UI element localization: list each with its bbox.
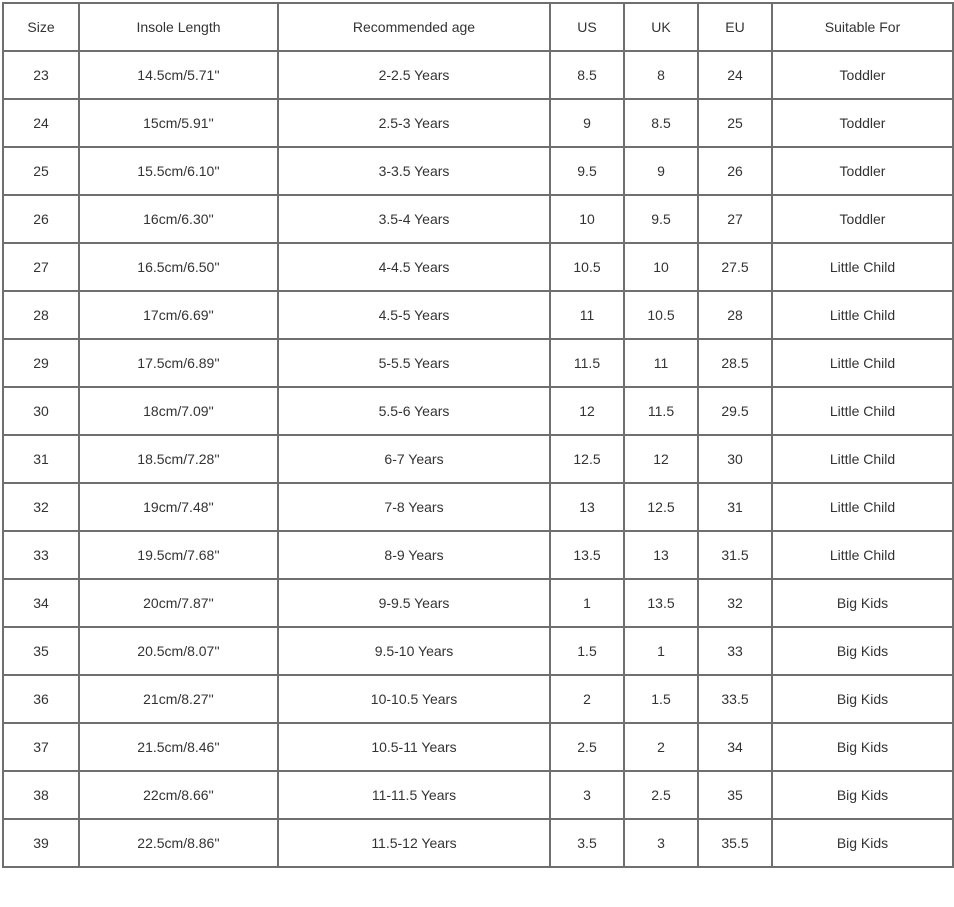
cell-insole-length: 22cm/8.66'' xyxy=(79,771,278,819)
cell-eu: 30 xyxy=(698,435,772,483)
table-row xyxy=(3,435,953,483)
cell-eu: 33.5 xyxy=(698,675,772,723)
cell-uk: 10 xyxy=(624,243,698,291)
cell-uk: 12 xyxy=(624,435,698,483)
cell-uk: 1 xyxy=(624,627,698,675)
cell-suitable-for: Little Child xyxy=(772,339,953,387)
cell-eu: 26 xyxy=(698,147,772,195)
table-row xyxy=(3,51,953,99)
table-row xyxy=(3,531,953,579)
cell-us: 2.5 xyxy=(550,723,624,771)
cell-eu: 24 xyxy=(698,51,772,99)
cell-suitable-for: Toddler xyxy=(772,147,953,195)
header-insole-length: Insole Length xyxy=(79,3,278,51)
cell-insole-length: 22.5cm/8.86'' xyxy=(79,819,278,867)
cell-us: 12.5 xyxy=(550,435,624,483)
size-chart-table xyxy=(2,2,954,868)
cell-recommended-age: 2-2.5 Years xyxy=(278,51,550,99)
cell-insole-length: 19.5cm/7.68'' xyxy=(79,531,278,579)
cell-uk: 10.5 xyxy=(624,291,698,339)
cell-us: 1 xyxy=(550,579,624,627)
cell-uk: 9 xyxy=(624,147,698,195)
cell-us: 9 xyxy=(550,99,624,147)
cell-recommended-age: 4.5-5 Years xyxy=(278,291,550,339)
cell-us: 1.5 xyxy=(550,627,624,675)
cell-recommended-age: 5-5.5 Years xyxy=(278,339,550,387)
cell-us: 12 xyxy=(550,387,624,435)
cell-eu: 35.5 xyxy=(698,819,772,867)
cell-uk: 13.5 xyxy=(624,579,698,627)
cell-us: 13.5 xyxy=(550,531,624,579)
cell-recommended-age: 8-9 Years xyxy=(278,531,550,579)
cell-suitable-for: Little Child xyxy=(772,243,953,291)
cell-insole-length: 20cm/7.87'' xyxy=(79,579,278,627)
cell-size: 25 xyxy=(3,147,79,195)
table-row xyxy=(3,675,953,723)
cell-recommended-age: 11-11.5 Years xyxy=(278,771,550,819)
cell-recommended-age: 9-9.5 Years xyxy=(278,579,550,627)
cell-us: 13 xyxy=(550,483,624,531)
cell-size: 38 xyxy=(3,771,79,819)
table-row xyxy=(3,291,953,339)
cell-recommended-age: 5.5-6 Years xyxy=(278,387,550,435)
cell-us: 3 xyxy=(550,771,624,819)
cell-size: 31 xyxy=(3,435,79,483)
cell-size: 36 xyxy=(3,675,79,723)
table-row xyxy=(3,387,953,435)
cell-eu: 28 xyxy=(698,291,772,339)
cell-suitable-for: Big Kids xyxy=(772,627,953,675)
cell-recommended-age: 11.5-12 Years xyxy=(278,819,550,867)
cell-suitable-for: Toddler xyxy=(772,99,953,147)
cell-suitable-for: Little Child xyxy=(772,531,953,579)
cell-size: 30 xyxy=(3,387,79,435)
cell-eu: 31.5 xyxy=(698,531,772,579)
header-eu: EU xyxy=(698,3,772,51)
cell-us: 2 xyxy=(550,675,624,723)
cell-insole-length: 17cm/6.69'' xyxy=(79,291,278,339)
cell-recommended-age: 7-8 Years xyxy=(278,483,550,531)
cell-uk: 12.5 xyxy=(624,483,698,531)
cell-uk: 8.5 xyxy=(624,99,698,147)
cell-suitable-for: Big Kids xyxy=(772,675,953,723)
cell-size: 24 xyxy=(3,99,79,147)
cell-recommended-age: 10.5-11 Years xyxy=(278,723,550,771)
header-uk: UK xyxy=(624,3,698,51)
table-row xyxy=(3,243,953,291)
cell-uk: 1.5 xyxy=(624,675,698,723)
cell-eu: 29.5 xyxy=(698,387,772,435)
cell-eu: 35 xyxy=(698,771,772,819)
cell-uk: 3 xyxy=(624,819,698,867)
cell-recommended-age: 3.5-4 Years xyxy=(278,195,550,243)
cell-size: 28 xyxy=(3,291,79,339)
cell-size: 34 xyxy=(3,579,79,627)
cell-insole-length: 16.5cm/6.50'' xyxy=(79,243,278,291)
cell-suitable-for: Little Child xyxy=(772,291,953,339)
cell-eu: 27 xyxy=(698,195,772,243)
cell-size: 35 xyxy=(3,627,79,675)
cell-suitable-for: Big Kids xyxy=(772,723,953,771)
cell-insole-length: 21cm/8.27'' xyxy=(79,675,278,723)
header-row xyxy=(3,3,953,51)
table-row xyxy=(3,147,953,195)
cell-recommended-age: 2.5-3 Years xyxy=(278,99,550,147)
cell-us: 10.5 xyxy=(550,243,624,291)
cell-insole-length: 19cm/7.48'' xyxy=(79,483,278,531)
table-row xyxy=(3,819,953,867)
cell-us: 11 xyxy=(550,291,624,339)
header-suitable-for: Suitable For xyxy=(772,3,953,51)
cell-recommended-age: 9.5-10 Years xyxy=(278,627,550,675)
cell-suitable-for: Toddler xyxy=(772,195,953,243)
header-recommended-age: Recommended age xyxy=(278,3,550,51)
table-row xyxy=(3,483,953,531)
cell-suitable-for: Big Kids xyxy=(772,771,953,819)
table-row xyxy=(3,723,953,771)
cell-us: 8.5 xyxy=(550,51,624,99)
cell-size: 26 xyxy=(3,195,79,243)
cell-size: 33 xyxy=(3,531,79,579)
cell-uk: 13 xyxy=(624,531,698,579)
cell-size: 39 xyxy=(3,819,79,867)
cell-insole-length: 17.5cm/6.89'' xyxy=(79,339,278,387)
cell-suitable-for: Big Kids xyxy=(772,819,953,867)
cell-insole-length: 18.5cm/7.28'' xyxy=(79,435,278,483)
cell-eu: 33 xyxy=(698,627,772,675)
cell-us: 3.5 xyxy=(550,819,624,867)
cell-insole-length: 16cm/6.30'' xyxy=(79,195,278,243)
table-row xyxy=(3,627,953,675)
cell-suitable-for: Little Child xyxy=(772,435,953,483)
cell-suitable-for: Big Kids xyxy=(772,579,953,627)
cell-uk: 2.5 xyxy=(624,771,698,819)
cell-uk: 2 xyxy=(624,723,698,771)
cell-suitable-for: Little Child xyxy=(772,387,953,435)
cell-us: 9.5 xyxy=(550,147,624,195)
cell-eu: 32 xyxy=(698,579,772,627)
table-body xyxy=(3,51,953,867)
cell-insole-length: 21.5cm/8.46'' xyxy=(79,723,278,771)
cell-uk: 8 xyxy=(624,51,698,99)
table-row xyxy=(3,99,953,147)
cell-eu: 34 xyxy=(698,723,772,771)
table-row xyxy=(3,339,953,387)
cell-uk: 11 xyxy=(624,339,698,387)
cell-uk: 11.5 xyxy=(624,387,698,435)
cell-size: 29 xyxy=(3,339,79,387)
cell-us: 11.5 xyxy=(550,339,624,387)
cell-insole-length: 14.5cm/5.71'' xyxy=(79,51,278,99)
table-row xyxy=(3,195,953,243)
cell-recommended-age: 3-3.5 Years xyxy=(278,147,550,195)
cell-recommended-age: 4-4.5 Years xyxy=(278,243,550,291)
cell-insole-length: 15.5cm/6.10'' xyxy=(79,147,278,195)
table-header xyxy=(3,3,953,51)
header-size: Size xyxy=(3,3,79,51)
cell-eu: 27.5 xyxy=(698,243,772,291)
cell-eu: 28.5 xyxy=(698,339,772,387)
header-us: US xyxy=(550,3,624,51)
cell-insole-length: 15cm/5.91'' xyxy=(79,99,278,147)
table-row xyxy=(3,579,953,627)
cell-us: 10 xyxy=(550,195,624,243)
cell-eu: 31 xyxy=(698,483,772,531)
cell-recommended-age: 10-10.5 Years xyxy=(278,675,550,723)
cell-suitable-for: Toddler xyxy=(772,51,953,99)
cell-insole-length: 18cm/7.09'' xyxy=(79,387,278,435)
cell-size: 37 xyxy=(3,723,79,771)
cell-recommended-age: 6-7 Years xyxy=(278,435,550,483)
cell-size: 32 xyxy=(3,483,79,531)
cell-uk: 9.5 xyxy=(624,195,698,243)
cell-eu: 25 xyxy=(698,99,772,147)
cell-size: 27 xyxy=(3,243,79,291)
table-row xyxy=(3,771,953,819)
cell-insole-length: 20.5cm/8.07'' xyxy=(79,627,278,675)
cell-suitable-for: Little Child xyxy=(772,483,953,531)
cell-size: 23 xyxy=(3,51,79,99)
